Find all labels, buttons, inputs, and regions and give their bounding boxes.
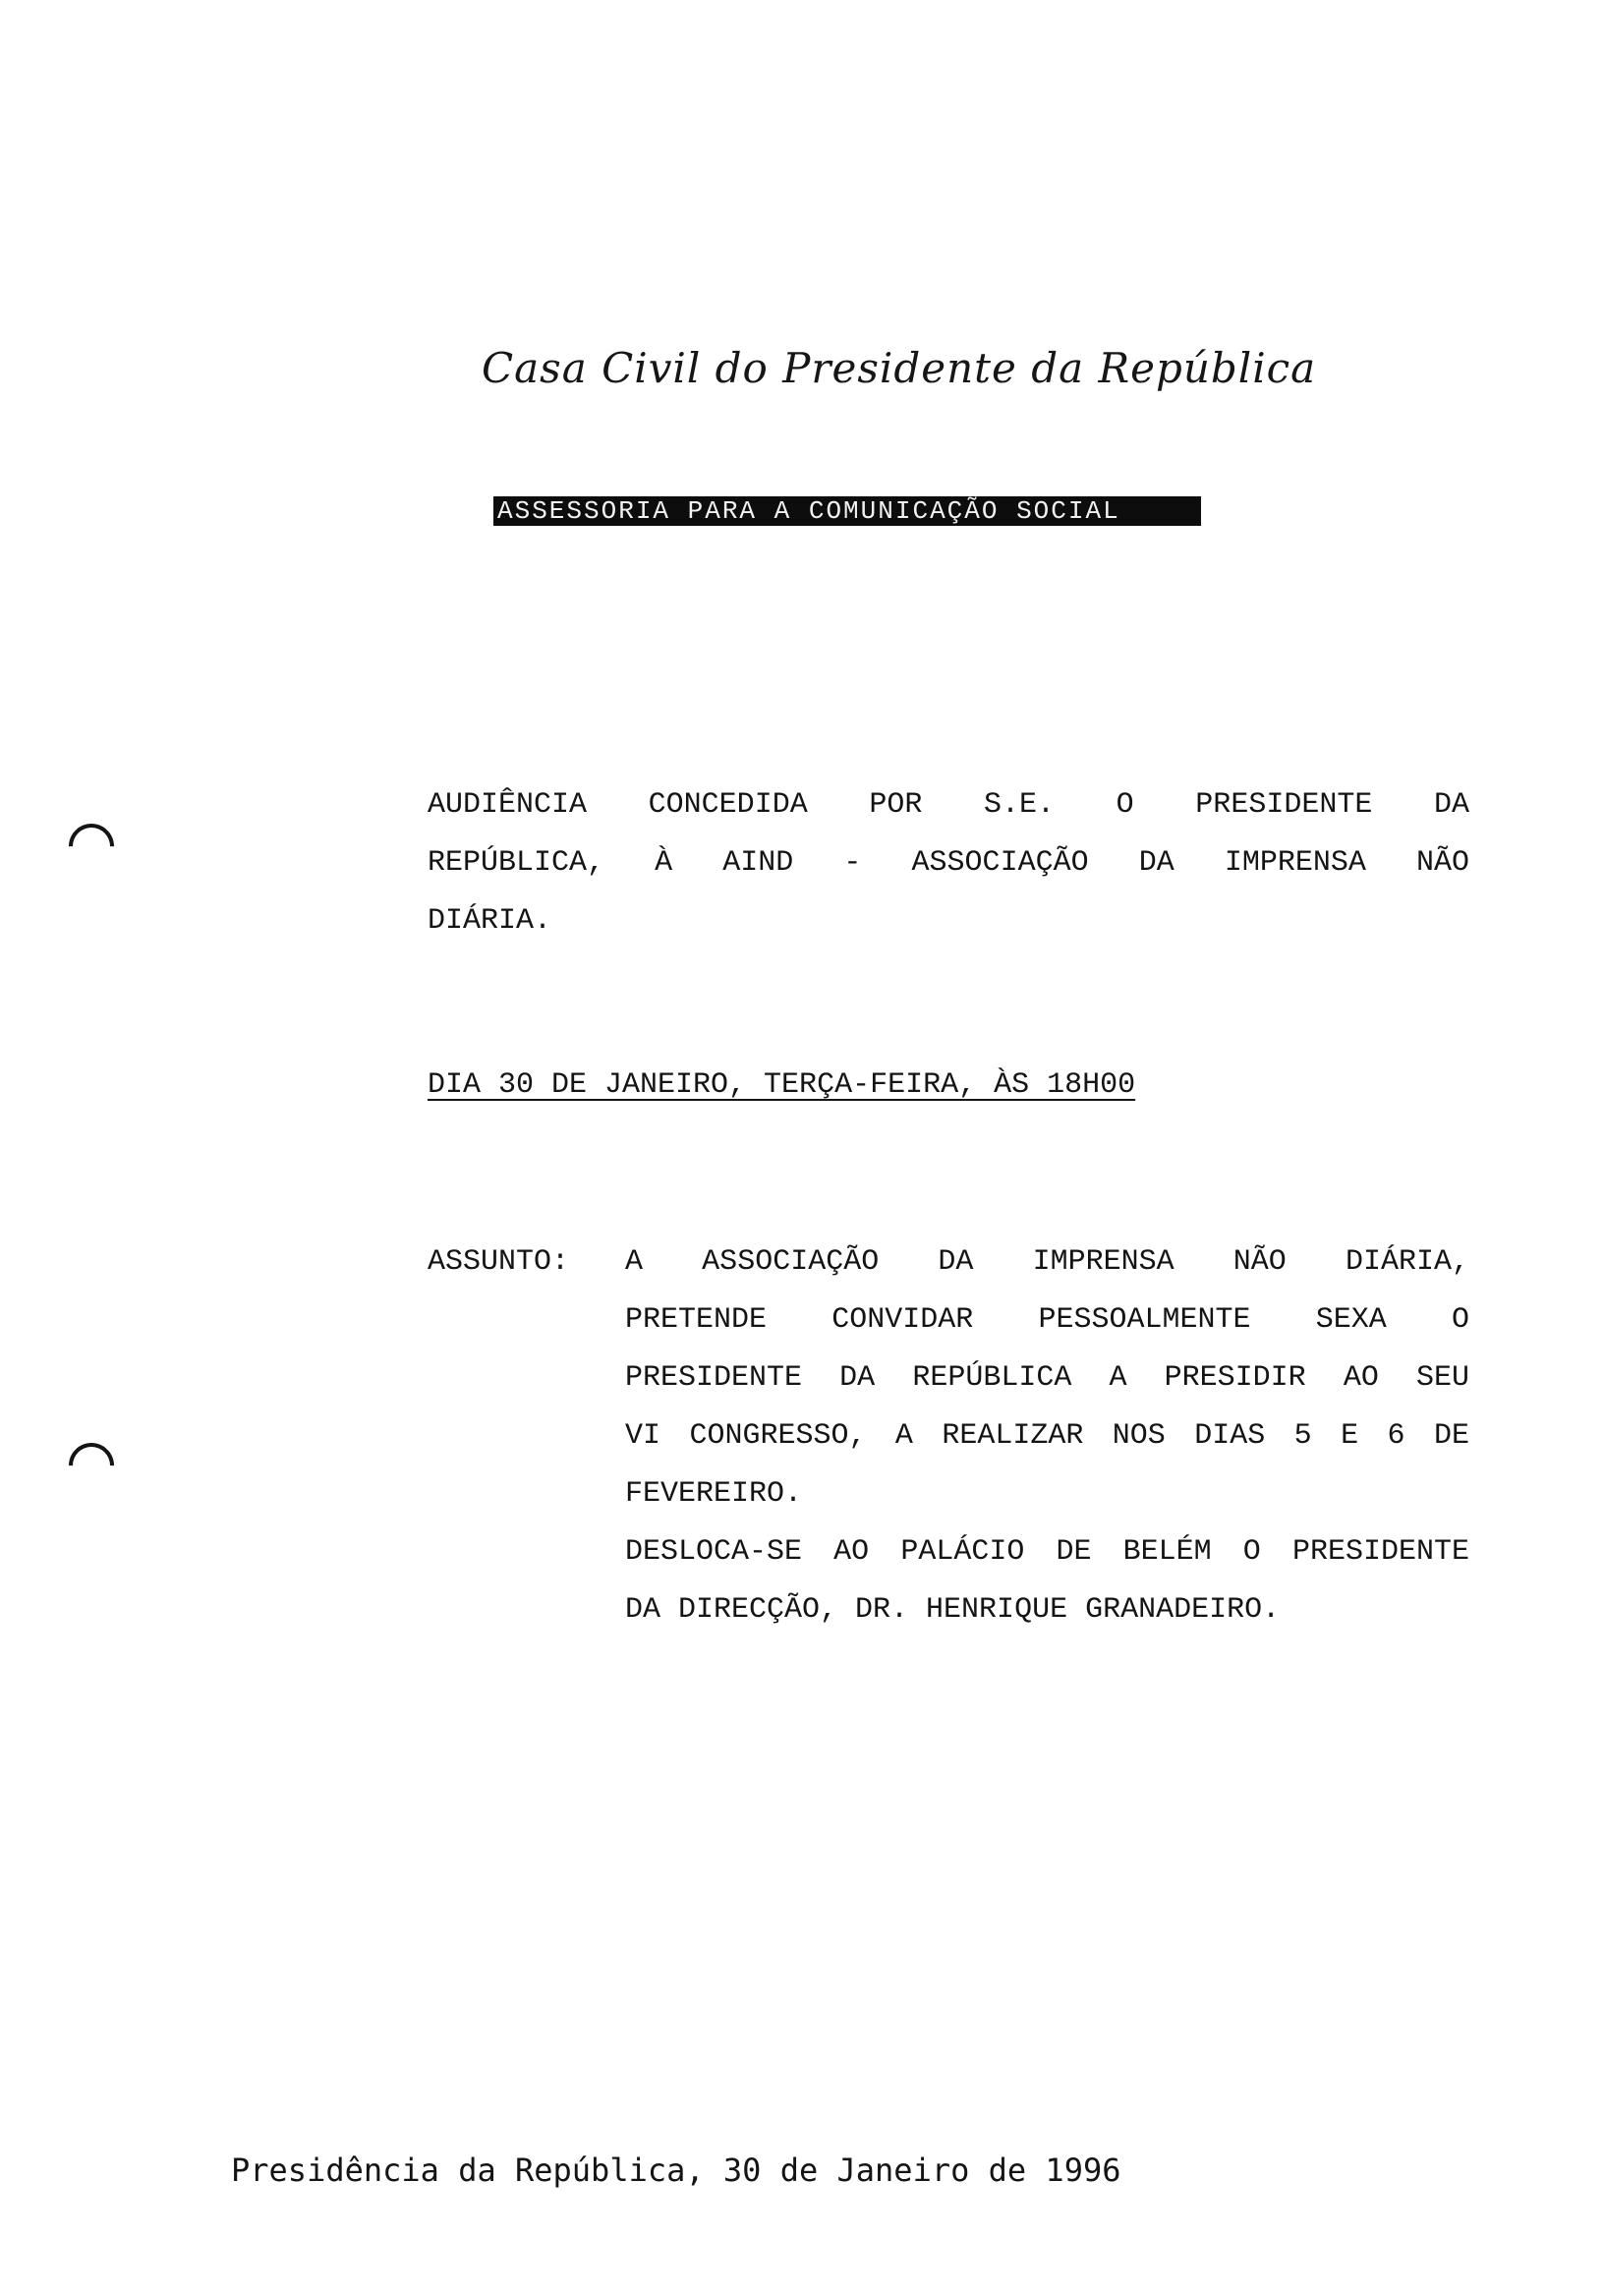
footer-place-date: Presidência da República, 30 de Janeiro de 1996	[231, 2152, 1121, 2189]
subject-body	[625, 1234, 1469, 1639]
schedule-date-text: DIA 30 DE JANEIRO, TERÇA-FEIRA, ÀS 18H00	[428, 1068, 1136, 1102]
subject-line: PRESIDENTE DA REPÚBLICA A PRESIDIR AO SEU	[625, 1361, 1469, 1395]
subject-line: FEVEREIRO.	[625, 1477, 803, 1511]
schedule-date	[428, 1065, 1135, 1105]
department-banner: ASSESSORIA PARA A COMUNICAÇÃO SOCIAL	[493, 496, 1201, 526]
audience-title	[428, 776, 1469, 950]
title-line: DIÁRIA.	[428, 904, 552, 938]
subject-line: VI CONGRESSO, A REALIZAR NOS DIAS 5 E 6 DE	[625, 1419, 1469, 1453]
subject-line: PRETENDE CONVIDAR PESSOALMENTE SEXA O	[625, 1303, 1469, 1337]
punch-hole-mark	[59, 1433, 123, 1497]
subject-line: DESLOCA-SE AO PALÁCIO DE BELÉM O PRESIDENTE	[625, 1535, 1469, 1569]
subject-label: ASSUNTO:	[428, 1245, 570, 1279]
subject-line: A ASSOCIAÇÃO DA IMPRENSA NÃO DIÁRIA,	[625, 1245, 1469, 1279]
punch-hole-mark	[59, 814, 123, 878]
title-line: REPÚBLICA, À AIND - ASSOCIAÇÃO DA IMPRENSA NÃO	[428, 846, 1469, 880]
title-line: AUDIÊNCIA CONCEDIDA POR S.E. O PRESIDENTE DA	[428, 788, 1469, 822]
letterhead-institution: Casa Civil do Presidente da República	[482, 344, 1317, 392]
subject-line: DA DIRECÇÃO, DR. HENRIQUE GRANADEIRO.	[625, 1593, 1281, 1627]
